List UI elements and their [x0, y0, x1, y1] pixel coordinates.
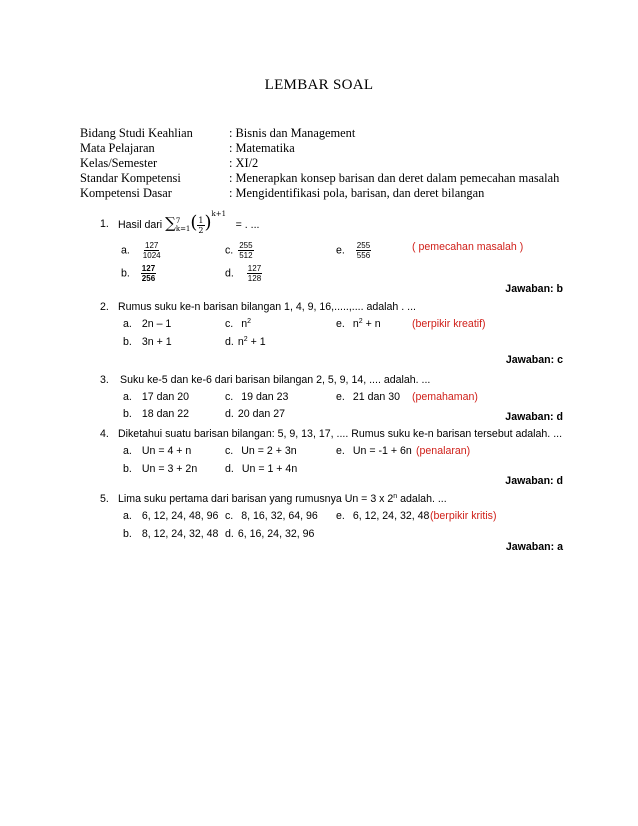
option-a: a. Un = 4 + n: [123, 445, 192, 457]
option-d: d. Un = 1 + 4n: [225, 463, 298, 475]
q1-sum-lower: k=1: [175, 225, 191, 233]
option-d: d. $\frac{127}{128}$: [225, 264, 262, 283]
option-b: b. $\frac{127}{256}$: [121, 264, 156, 283]
meta-value: : Matematika: [229, 141, 295, 155]
option-e: e. $n^2 + n$: [336, 318, 381, 330]
question-3-number: 3.: [100, 374, 109, 386]
option-e: e. 6, 12, 24, 32, 48: [336, 510, 430, 522]
q5-answer: Jawaban: a: [505, 541, 563, 553]
question-4-number: 4.: [100, 428, 109, 440]
meta-label: Mata Pelajaran: [80, 141, 155, 155]
question-4-stem: Diketahui suatu barisan bilangan: 5, 9, 13, 17, .... Rumus suku ke-n barisan tersebut adalah. ...: [118, 428, 563, 440]
option-a-fraction: $\frac{127}{1024}$: [142, 241, 161, 260]
q1-answer: Jawaban: b: [505, 283, 563, 295]
option-a: a. $\frac{127}{1024}$: [121, 241, 161, 260]
question-1-stem: [118, 212, 259, 236]
q1-base-fraction: $\frac{1}{2}$: [198, 215, 204, 235]
meta-label: Kompetensi Dasar: [80, 186, 172, 200]
meta-value: : Bisnis dan Management: [229, 126, 356, 140]
q1-sum-expression: ∑ 7 k=1 ( $\frac{1}{2}$ )$^{k+1}$: [165, 210, 227, 235]
option-e-fraction: $\frac{255}{556}$: [356, 241, 371, 260]
option-e: e. Un = -1 + 6n: [336, 445, 412, 457]
q4-answer: Jawaban: d: [505, 475, 563, 487]
question-2-number: 2.: [100, 301, 109, 313]
meta-value: : Menerapkan konsep barisan dan deret dalam pemecahan masalah: [229, 171, 560, 185]
option-c: c. 8, 16, 32, 64, 96: [225, 510, 318, 522]
option-a: a. 2n – 1: [123, 318, 172, 330]
option-b: b. Un = 3 + 2n: [123, 463, 198, 475]
q1-sum-upper: 7: [175, 217, 181, 225]
q1-skill-tag: ( pemecahan masalah ): [412, 241, 524, 253]
option-e: e. 21 dan 30: [336, 391, 400, 403]
q2-skill-tag: (berpikir kreatif): [412, 318, 486, 330]
option-d: d. $n^2 + 1$: [225, 336, 266, 348]
question-1-number: 1.: [100, 218, 109, 230]
option-b: b. 8, 12, 24, 32, 48: [123, 528, 219, 540]
option-c: c. 19 dan 23: [225, 391, 289, 403]
page-title: LEMBAR SOAL: [264, 77, 374, 93]
q1-stem-suffix: = . ...: [235, 219, 260, 231]
option-b: b. 3n + 1: [123, 336, 172, 348]
q4-skill-tag: (penalaran): [416, 445, 471, 457]
meta-label: Bidang Studi Keahlian: [80, 126, 193, 140]
option-a: a. 6, 12, 24, 48, 96: [123, 510, 219, 522]
option-e: e. $\frac{255}{556}$: [336, 241, 371, 260]
q3-answer: Jawaban: d: [505, 411, 563, 423]
q2-answer: Jawaban: c: [505, 354, 563, 366]
q1-exponent: k+1: [211, 210, 227, 218]
option-d-fraction: $\frac{127}{128}$: [247, 264, 262, 283]
option-c: c. $n^2$: [225, 318, 252, 330]
question-5-stem: Lima suku pertama dari barisan yang rumusnya Un = 3 x 2$^n$ adalah. ...: [118, 493, 447, 505]
option-c-fraction: $\frac{255}{512}$: [239, 241, 253, 260]
question-2-stem: Rumus suku ke-n barisan bilangan 1, 4, 9, 16,.....,.... adalah . ...: [118, 301, 416, 313]
option-b-fraction: $\frac{127}{256}$: [141, 264, 156, 283]
option-b: b. 18 dan 22: [123, 408, 189, 420]
meta-value: : XI/2: [229, 156, 259, 170]
option-d: d. 6, 16, 24, 32, 96: [225, 528, 315, 540]
q3-skill-tag: (pemahaman): [412, 391, 478, 403]
q5-skill-tag: (berpikir kritis): [430, 510, 497, 522]
q1-stem-prefix: Hasil dari: [118, 219, 163, 231]
option-a: a. 17 dan 20: [123, 391, 189, 403]
question-5-number: 5.: [100, 493, 109, 505]
question-3-stem: Suku ke-5 dan ke-6 dari barisan bilangan 2, 5, 9, 14, .... adalah. ...: [120, 374, 431, 386]
option-d: d. 20 dan 27: [225, 408, 285, 420]
meta-label: Standar Kompetensi: [80, 171, 181, 185]
option-c: c. Un = 2 + 3n: [225, 445, 297, 457]
meta-value: : Mengidentifikasi pola, barisan, dan deret bilangan: [229, 186, 485, 200]
option-c: c. $\frac{255}{512}$: [225, 241, 253, 260]
meta-label: Kelas/Semester: [80, 156, 158, 170]
